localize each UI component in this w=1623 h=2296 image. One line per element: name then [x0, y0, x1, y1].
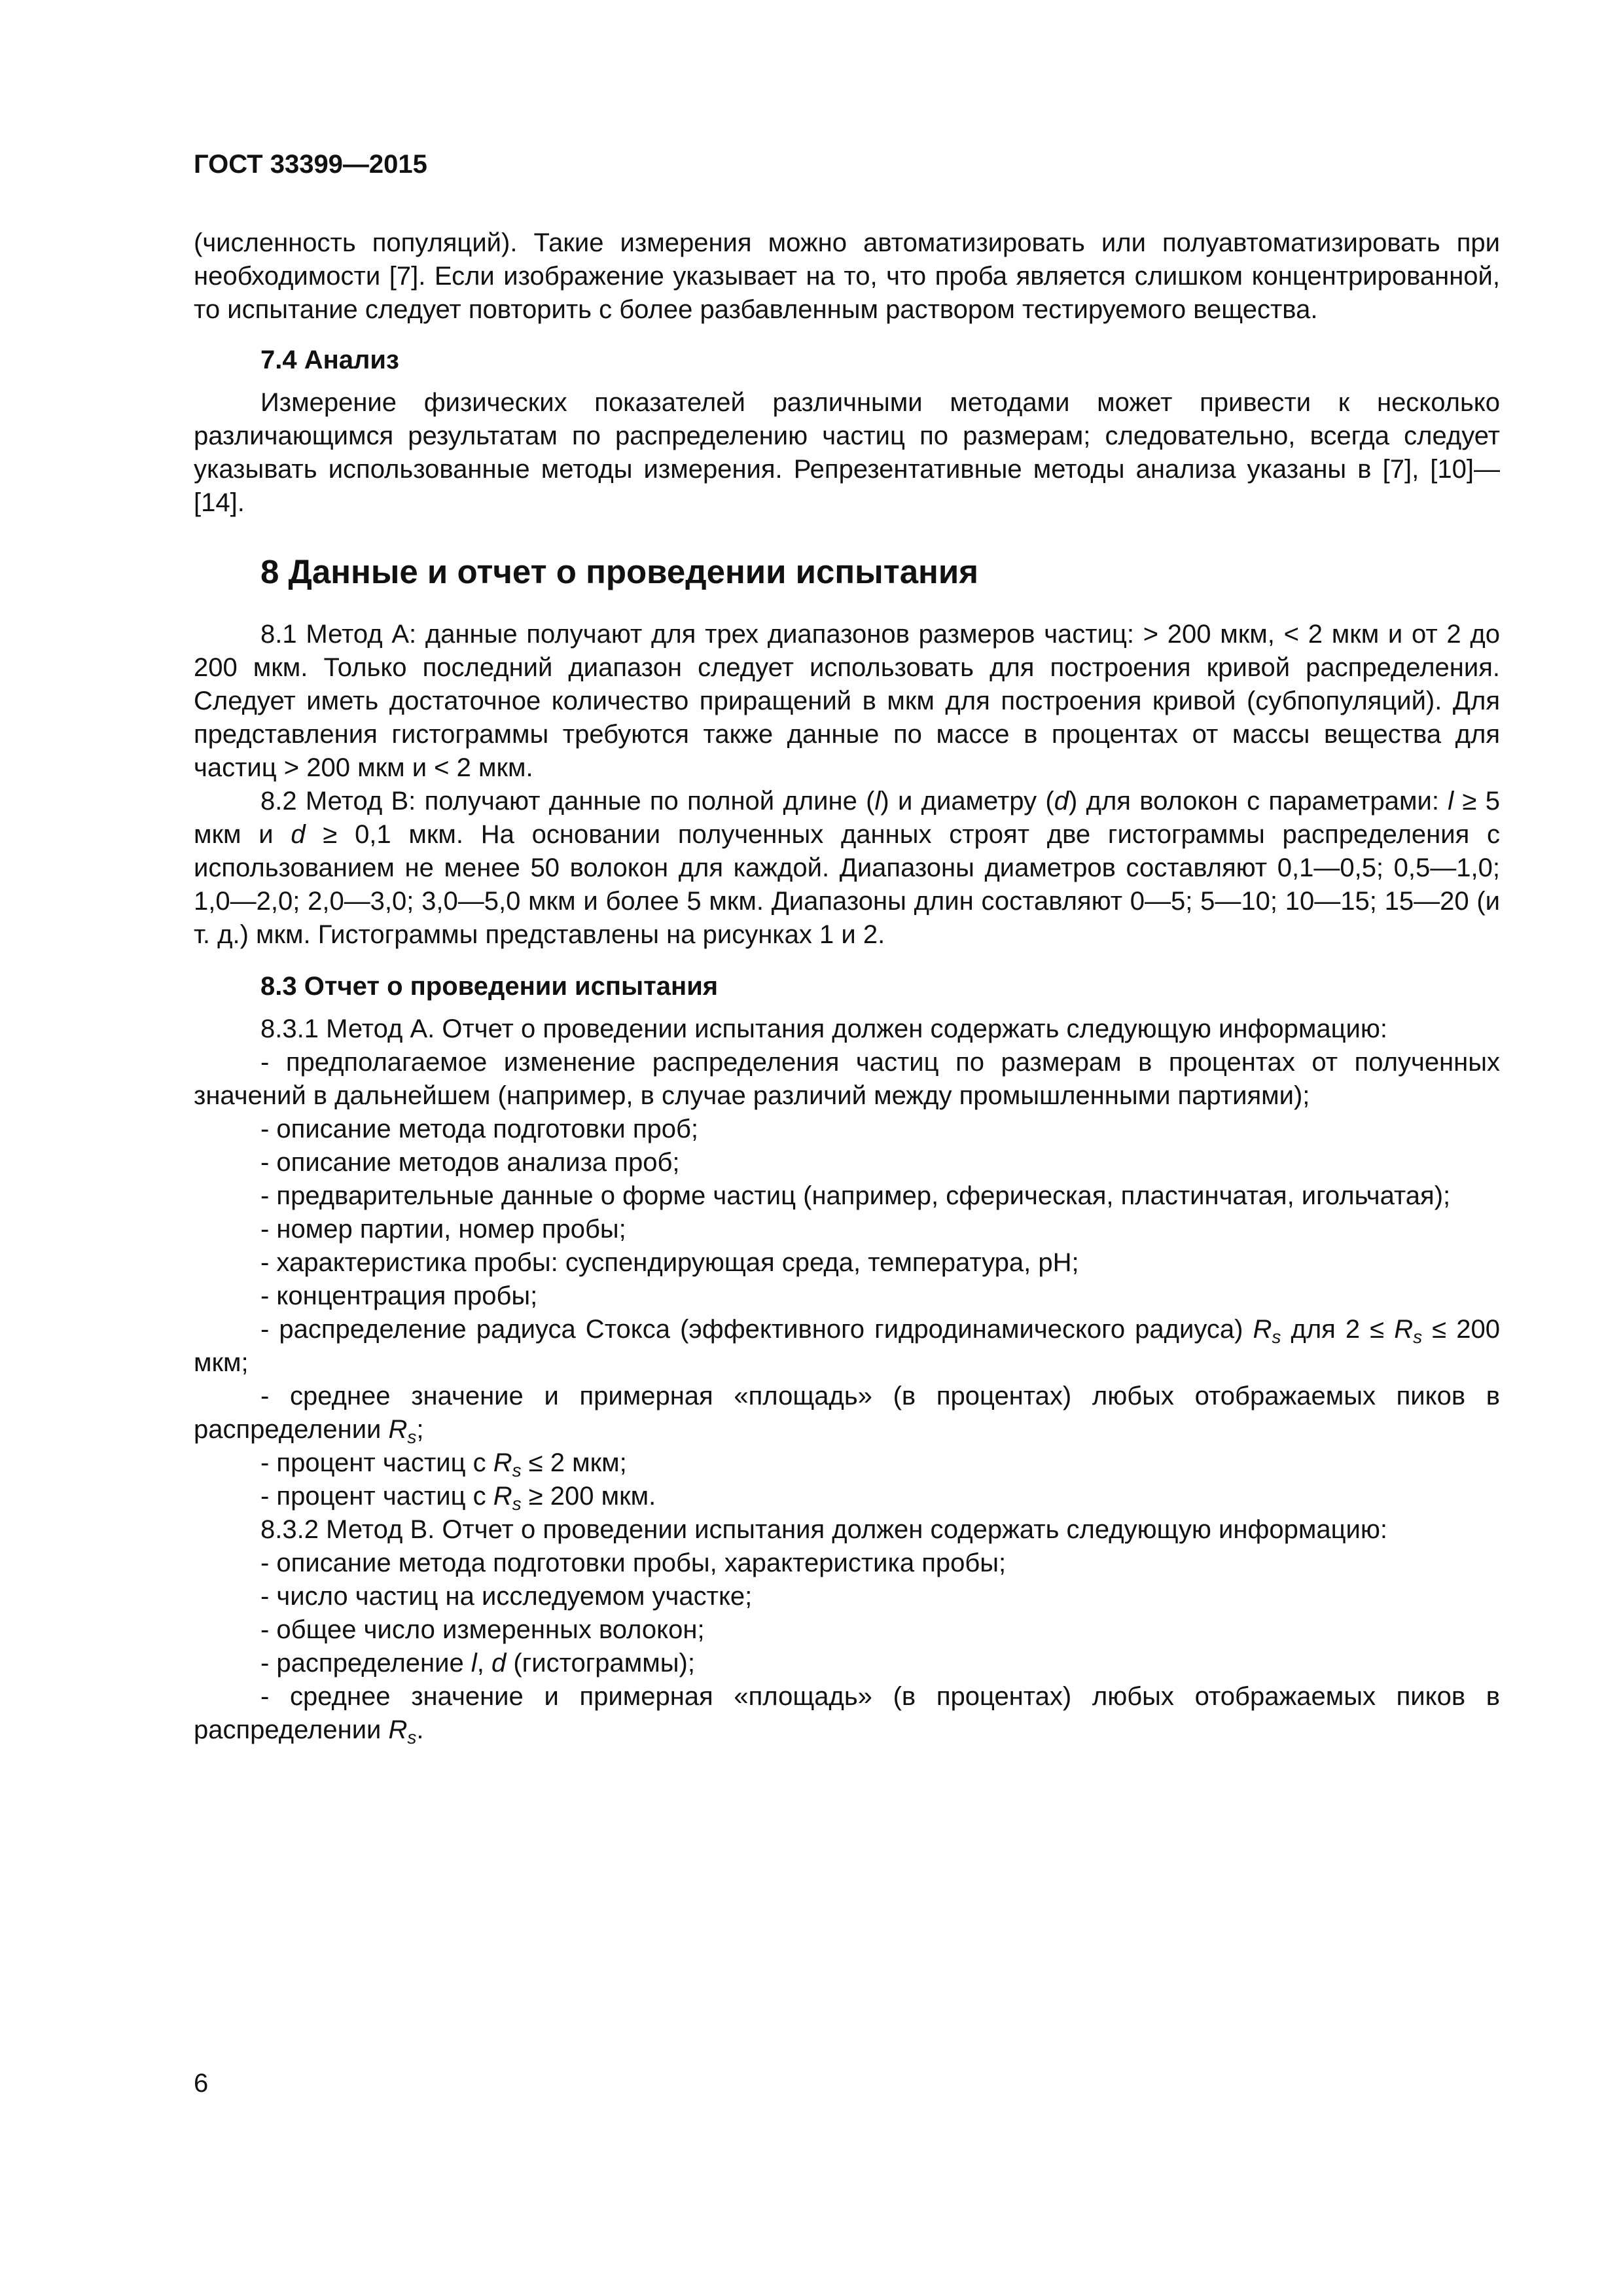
list-item: - характеристика пробы: суспендирующая среда, температура, pH; — [260, 1248, 1079, 1277]
list-item-distribution: - распределение l, d (гистограммы); — [260, 1649, 695, 1677]
method-b-intro: 8.3.2 Метод В. Отчет о проведении испытания должен содержать следующую информацию: — [260, 1515, 1387, 1544]
paragraph-8-1: 8.1 Метод А: данные получают для трех диапазонов размеров частиц: > 200 мкм, < 2 мкм и от 2 до 200 мкм. Только последний диапазон следует использовать для построения кривой распределения. Следует иметь достаточное количество приращений в мкм для построения кривой (субпопуляций). Для представления гистограммы требуются также данные по массе в процентах от массы вещества для частиц > 200 мкм и < 2 мкм. — [194, 620, 1500, 782]
section-8-heading: 8 Данные и отчет о проведении испытания — [260, 553, 978, 590]
list-item: - описание методов анализа проб; — [260, 1148, 680, 1177]
list-item: - предполагаемое изменение распределения частиц по размерам в процентах от полученных значений в дальнейшем (например, в случае различий между промышленными партиями); — [194, 1048, 1500, 1110]
document-body — [194, 226, 1500, 1747]
list-item: - число частиц на исследуемом участке; — [260, 1582, 753, 1611]
list-item: - концентрация пробы; — [260, 1282, 538, 1310]
list-item: - описание метода подготовки проб; — [260, 1115, 699, 1143]
list-item-percent-large: - процент частиц с $R_s \ge 200$ мкм. — [260, 1482, 656, 1514]
list-item-mean-value: - среднее значение и примерная «площадь» (в процентах) любых отображаемых пиков в распределении $R_s$; — [194, 1382, 1500, 1447]
list-item: - номер партии, номер пробы; — [260, 1215, 626, 1244]
page-number: 6 — [194, 2069, 209, 2098]
section-7-4-paragraph: Измерение физических показателей различными методами может привести к несколько различающимся результатам по распределению частиц по размерам; следовательно, всегда следует указывать использованные методы измерения. Репрезентативные методы анализа указаны в [7], [10]—[14]. — [194, 388, 1500, 517]
document-header: ГОСТ 33399—2015 — [194, 150, 427, 179]
intro-paragraph: (численность популяций). Такие измерения можно автоматизировать или полуавтоматизировать при необходимости [7]. Если изображение указывает на то, что проба является слишком концентрированной, то испытание следует повторить с более разбавленным раствором тестируемого вещества. — [194, 228, 1500, 324]
list-item: - описание метода подготовки пробы, характеристика пробы; — [260, 1549, 1007, 1577]
list-item-final-mean: - среднее значение и примерная «площадь» (в процентах) любых отображаемых пиков в распределении $R_s$. — [194, 1682, 1500, 1748]
method-a-intro: 8.3.1 Метод А. Отчет о проведении испытания должен содержать следующую информацию: — [260, 1014, 1387, 1043]
list-item: - общее число измеренных волокон; — [260, 1615, 705, 1644]
paragraph-8-2: 8.2 Метод В: получают данные по полной длине (l) и диаметру (d) для волокон с параметрами: l ≥ 5 мкм и d ≥ 0,1 мкм. На основании полученных данных строят две гистограммы распределения с использованием не менее 50 волокон для каждой. Диапазоны диаметров составляют 0,1—0,5; 0,5—1,0; 1,0—2,0; 2,0—3,0; 3,0—5,0 мкм и более 5 мкм. Диапазоны длин составляют 0—5; 5—10; 10—15; 15—20 (и т. д.) мкм. Гистограммы представлены на рисунках 1 и 2. — [194, 787, 1501, 949]
list-item: - предварительные данные о форме частиц (например, сферическая, пластинчатая, игольчатая); — [260, 1181, 1451, 1210]
list-item-stokes-radius: - распределение радиуса Стокса (эффективного гидродинамического радиуса) $R_s$ для $2 \le R_s \le 200$ мкм; — [194, 1315, 1500, 1377]
section-8-3-heading: 8.3 Отчет о проведении испытания — [260, 972, 719, 1001]
section-7-4-heading: 7.4 Анализ — [260, 346, 399, 374]
list-item-percent-small: - процент частиц с $R_s \le 2$ мкм; — [260, 1448, 627, 1480]
